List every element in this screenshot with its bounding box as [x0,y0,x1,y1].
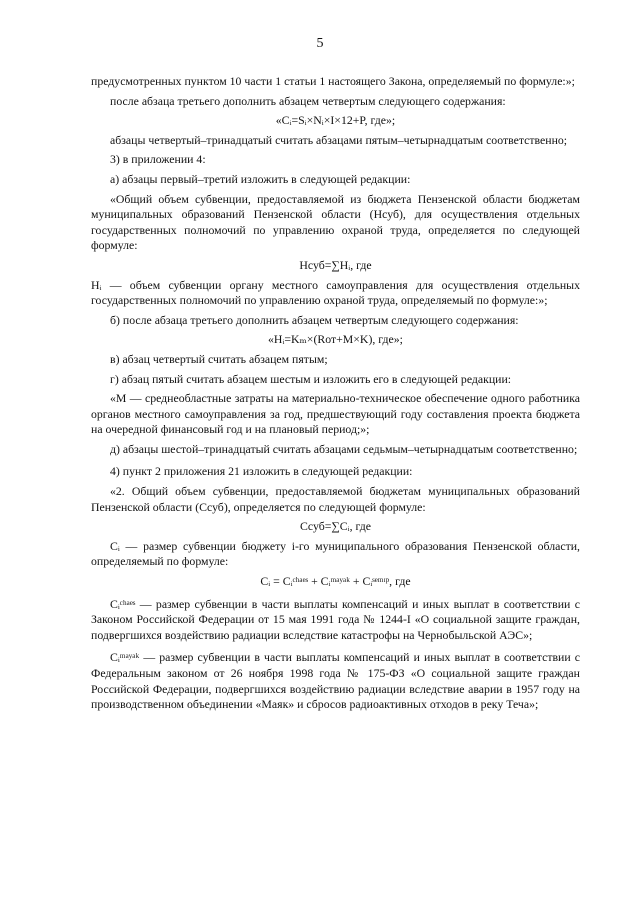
paragraph: «Cᵢ=Sᵢ×Nᵢ×I×12+P, где»; [275,113,396,128]
paragraph: Hсуб=∑Hᵢ, где [299,257,372,272]
paragraph: Cᵢᶜʰᵃᵉˢ — размер субвенции в части выплаты компенсаций и иных выплат в соответствии с Законом Российской Федерации от 15 мая 1991 года № 1244-I «О социальной защите граждан, подвергшихся воздействию радиации вследствие катастрофы на Чернобыльской АЭС»; [91,596,580,642]
paragraph: Cᵢ = Cᵢᶜʰᵃᵉˢ + Cᵢᵐᵃʸᵃᵏ + Cᵢˢᵉᵐᶦᵖ, где [260,574,411,589]
paragraph: «Общий объем субвенции, предоставляемой из бюджета Пензенской области бюджетам муниципальных образований Пензенской области (Hсуб), для осуществления отдельных государственных полномочий по управлению охраной труда, определяется по следующей формуле: [91,191,580,253]
paragraph: Hᵢ — объем субвенции органу местного самоуправления для осуществления отдельных государственных полномочий по управлению охраной труда, определяемый по формуле:»; [91,277,580,308]
paragraph: Cᵢᵐᵃʸᵃᵏ — размер субвенции в части выплаты компенсаций и иных выплат в соответствии с Федеральным законом от 26 ноября 1998 года № 175-ФЗ «О социальной защите граждан Российской Федерации, подвергшихся воздействию радиации вследствие аварии в 1957 году на производственном объединении «Маяк» и сбросов радиоактивных отходов в реку Теча»; [91,650,580,712]
paragraph: Cᵢ — размер субвенции бюджету i-го муниципального образования Пензенской области, определяемый по формуле: [91,538,580,569]
paragraph: предусмотренных пунктом 10 части 1 статьи 1 настоящего Закона, определяемый по формуле:»; [91,74,575,88]
paragraph: абзацы четвертый–тринадцатый считать абзацами пятым–четырнадцатым соответственно; [110,132,568,147]
paragraph: Cсуб=∑Cᵢ, где [300,519,371,534]
paragraph: а) абзацы первый–третий изложить в следующей редакции: [110,171,411,186]
paragraph: «2. Общий объем субвенции, предоставляемой бюджетам муниципальных образований Пензенской области (Cсуб), определяется по следующей формуле: [91,484,580,514]
paragraph: после абзаца третьего дополнить абзацем четвертым следующего содержания: [110,93,506,108]
paragraph: в) абзац четвертый считать абзацем пятым; [110,351,328,366]
paragraph: д) абзацы шестой–тринадцатый считать абзацами седьмым–четырнадцатым соответственно; [110,441,578,456]
paragraph: «M — среднеобластные затраты на материально-техническое обеспечение одного работника органов местного самоуправления за год, предшествующий году составления проекта бюджета на очередной финансовый год и на плановый период;»; [91,391,580,437]
paragraph: 3) в приложении 4: [110,152,206,167]
paragraph: б) после абзаца третьего дополнить абзацем четвертым следующего содержания: [110,312,519,327]
page-number: 5 [316,36,324,51]
paragraph: «Hᵢ=Kₘ×(Rот+M×K), где»; [268,332,403,347]
paragraph: г) абзац пятый считать абзацем шестым и изложить его в следующей редакции: [110,371,512,386]
paragraph: 4) пункт 2 приложения 21 изложить в следующей редакции: [110,464,413,479]
document-body [91,74,580,713]
